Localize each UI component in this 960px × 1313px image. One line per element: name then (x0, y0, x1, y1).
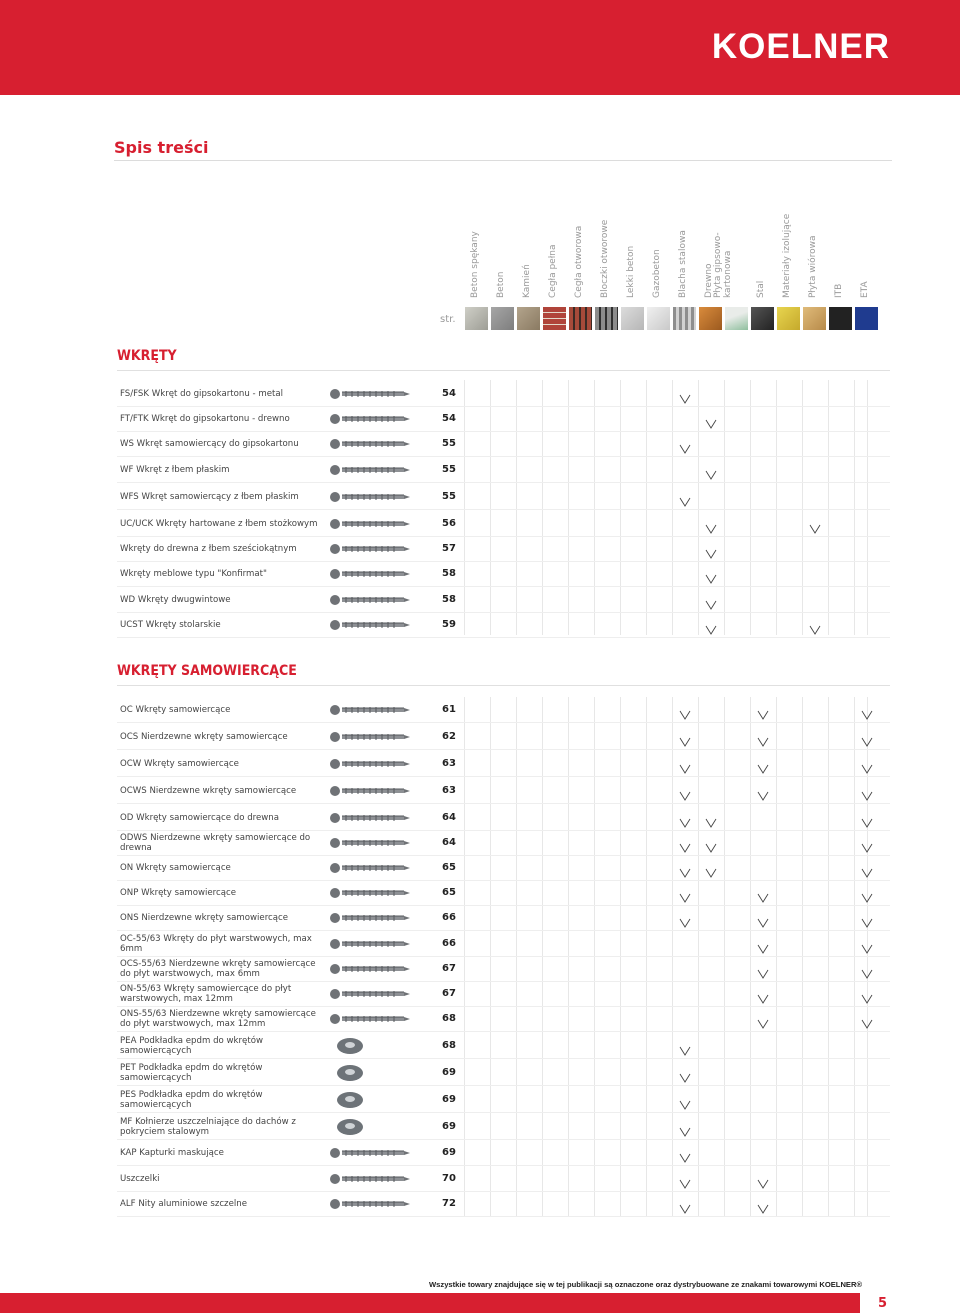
check-icon (757, 705, 769, 715)
check-icon (679, 863, 691, 873)
material-header-label: Gazobeton (652, 249, 662, 298)
check-icon (757, 989, 769, 999)
check-icon (861, 863, 873, 873)
check-icon (861, 939, 873, 949)
material-header (467, 188, 487, 298)
product-name: PET Podkładka epdm do wkrętów samowiercących (120, 1063, 263, 1083)
material-swatch (751, 307, 774, 330)
product-thumbnail-icon (330, 514, 440, 534)
material-header-label: ETA (860, 281, 870, 298)
table-row (120, 460, 888, 480)
row-divider (117, 981, 890, 982)
check-icon (679, 786, 691, 796)
row-divider (117, 1216, 890, 1217)
product-thumbnail-icon (330, 590, 440, 610)
check-icon (679, 389, 691, 399)
page-ref: 65 (442, 887, 456, 898)
table-row (120, 615, 888, 635)
table-row (120, 1169, 888, 1189)
material-header (675, 188, 695, 298)
row-divider (117, 482, 890, 483)
product-name: ONP Wkręty samowiercące (120, 888, 237, 898)
table-row (120, 883, 888, 903)
check-icon (861, 705, 873, 715)
check-icon (705, 544, 717, 554)
check-icon (705, 863, 717, 873)
product-name: OCWS Nierdzewne wkręty samowiercące (120, 786, 297, 796)
material-header (545, 188, 565, 298)
check-icon (861, 838, 873, 848)
material-header-label: Kamień (522, 264, 532, 298)
product-thumbnail-icon (330, 487, 440, 507)
material-header-label: Płyta wiórowa (808, 235, 818, 298)
table-row (120, 514, 888, 534)
material-header-label: Blacha stalowa (678, 230, 688, 298)
check-icon (861, 888, 873, 898)
material-swatch (725, 307, 748, 330)
check-icon (679, 1095, 691, 1105)
table-row (120, 808, 888, 828)
check-icon (705, 519, 717, 529)
table-row (120, 754, 888, 774)
check-icon (757, 888, 769, 898)
check-icon (679, 705, 691, 715)
check-icon (809, 519, 821, 529)
check-icon (861, 913, 873, 923)
check-icon (861, 732, 873, 742)
table-row (120, 539, 888, 559)
material-header-label: Stal (756, 280, 766, 298)
row-divider (117, 1165, 890, 1166)
product-name: OCS-55/63 Nierdzewne wkręty samowiercące do płyt warstwowych, max 6mm (120, 959, 316, 979)
page-ref: 72 (442, 1198, 456, 1209)
product-thumbnail-icon (330, 883, 440, 903)
check-icon (757, 964, 769, 974)
product-name: ON Wkręty samowiercące (120, 863, 231, 873)
product-thumbnail-icon (330, 727, 440, 747)
check-icon (705, 620, 717, 630)
row-divider (117, 1191, 890, 1192)
product-name: OCS Nierdzewne wkręty samowiercące (120, 732, 288, 742)
check-icon (809, 620, 821, 630)
material-header-label: Materiały izolujące (782, 213, 792, 298)
material-swatch (517, 307, 540, 330)
product-thumbnail-icon (330, 564, 440, 584)
row-divider (117, 803, 890, 804)
table-row (120, 434, 888, 454)
row-divider (117, 586, 890, 587)
product-thumbnail-icon (330, 1036, 440, 1056)
row-divider (117, 905, 890, 906)
material-header-label: Cegła otworowa (574, 225, 584, 298)
product-thumbnail-icon (330, 959, 440, 979)
check-icon (679, 913, 691, 923)
table-row (120, 590, 888, 610)
page-ref: 54 (442, 388, 456, 399)
check-icon (705, 414, 717, 424)
check-icon (679, 1068, 691, 1078)
row-divider (117, 536, 890, 537)
row-divider (117, 637, 890, 638)
page-ref: 67 (442, 963, 456, 974)
page-ref: 55 (442, 491, 456, 502)
product-thumbnail-icon (330, 908, 440, 928)
material-swatch (543, 307, 566, 330)
material-header (857, 188, 877, 298)
table-row (120, 1117, 888, 1137)
product-name: FT/FTK Wkręt do gipsokartonu - drewno (120, 414, 290, 424)
header-bar (0, 0, 960, 95)
check-icon (757, 1199, 769, 1209)
page-ref: 55 (442, 438, 456, 449)
product-thumbnail-icon (330, 700, 440, 720)
table-row (120, 1090, 888, 1110)
table-row (120, 727, 888, 747)
product-name: OC-55/63 Wkręty do płyt warstwowych, max 6mm (120, 934, 312, 954)
material-swatch (777, 307, 800, 330)
table-row (120, 1009, 888, 1029)
check-icon (679, 492, 691, 502)
product-name: ONS-55/63 Nierdzewne wkręty samowiercące do płyt warstwowych, max 12mm (120, 1009, 316, 1029)
table-row (120, 1036, 888, 1056)
row-divider (117, 612, 890, 613)
check-icon (861, 786, 873, 796)
page-ref: 62 (442, 731, 456, 742)
page-ref: 61 (442, 704, 456, 715)
check-icon (679, 813, 691, 823)
page-ref: 63 (442, 785, 456, 796)
page-ref: 56 (442, 518, 456, 529)
product-name: WD Wkręty dwugwintowe (120, 595, 231, 605)
check-icon (757, 759, 769, 769)
table-row (120, 1194, 888, 1214)
material-swatch (595, 307, 618, 330)
table-row (120, 409, 888, 429)
footer-bar (0, 1293, 860, 1313)
product-thumbnail-icon (330, 1009, 440, 1029)
row-divider (117, 509, 890, 510)
table-row (120, 781, 888, 801)
check-icon (757, 786, 769, 796)
material-header-label: Płyta gipsowo-kartonowa (713, 232, 733, 298)
material-swatch (699, 307, 722, 330)
table-row (120, 908, 888, 928)
material-swatch (491, 307, 514, 330)
page-ref: 63 (442, 758, 456, 769)
product-name: WF Wkręt z łbem płaskim (120, 465, 230, 475)
table-row (120, 984, 888, 1004)
check-icon (679, 439, 691, 449)
table-row (120, 1063, 888, 1083)
material-header (571, 188, 591, 298)
itb-icon (829, 307, 852, 330)
product-name: PEA Podkładka epdm do wkrętów samowiercących (120, 1036, 264, 1056)
page-ref: 65 (442, 862, 456, 873)
page-ref: 69 (442, 1067, 456, 1078)
product-thumbnail-icon (330, 460, 440, 480)
page-ref: 69 (442, 1094, 456, 1105)
check-icon (679, 732, 691, 742)
product-thumbnail-icon (330, 833, 440, 853)
row-divider (117, 1058, 890, 1059)
check-icon (679, 888, 691, 898)
material-header (805, 188, 825, 298)
page-ref: 58 (442, 594, 456, 605)
page-ref: 68 (442, 1040, 456, 1051)
product-name: ONS Nierdzewne wkręty samowiercące (120, 913, 289, 923)
product-thumbnail-icon (330, 434, 440, 454)
product-thumbnail-icon (330, 1194, 440, 1214)
product-thumbnail-icon (330, 934, 440, 954)
product-thumbnail-icon (330, 1143, 440, 1163)
product-name: ON-55/63 Wkręty samowiercące do płyt warstwowych, max 12mm (120, 984, 292, 1004)
table-row (120, 384, 888, 404)
material-header (649, 188, 669, 298)
product-thumbnail-icon (330, 409, 440, 429)
table-row (120, 564, 888, 584)
row-divider (117, 855, 890, 856)
table-row (120, 1143, 888, 1163)
koelner-logo: KOELNER (711, 27, 890, 66)
check-icon (757, 939, 769, 949)
check-icon (679, 759, 691, 769)
product-name: Uszczelki (120, 1174, 160, 1184)
product-name: WFS Wkręt samowiercący z łbem płaskim (120, 492, 299, 502)
material-header (831, 188, 851, 298)
page-ref: 66 (442, 912, 456, 923)
material-header (597, 188, 617, 298)
check-icon (705, 813, 717, 823)
page-column-label: str. (440, 314, 456, 325)
product-thumbnail-icon (330, 1117, 440, 1137)
row-divider (117, 1085, 890, 1086)
table-row (120, 700, 888, 720)
check-icon (861, 1014, 873, 1024)
material-swatch (803, 307, 826, 330)
material-header-label: Drewno (704, 263, 714, 298)
product-name: ALF Nity aluminiowe szczelne (120, 1199, 247, 1209)
product-name: Wkręty meblowe typu "Konfirmat" (120, 569, 267, 579)
row-divider (117, 749, 890, 750)
check-icon (757, 1174, 769, 1184)
material-header (713, 188, 747, 298)
page-ref: 58 (442, 568, 456, 579)
page-ref: 55 (442, 464, 456, 475)
material-header (493, 188, 513, 298)
check-icon (679, 1041, 691, 1051)
material-header (623, 188, 643, 298)
page-ref: 69 (442, 1147, 456, 1158)
row-divider (117, 776, 890, 777)
page-ref: 66 (442, 938, 456, 949)
product-thumbnail-icon (330, 1090, 440, 1110)
product-thumbnail-icon (330, 384, 440, 404)
product-name: OD Wkręty samowiercące do drewna (120, 813, 280, 823)
check-icon (861, 989, 873, 999)
row-divider (117, 561, 890, 562)
check-icon (861, 759, 873, 769)
check-icon (679, 1174, 691, 1184)
product-name: PES Podkładka epdm do wkrętów samowiercących (120, 1090, 263, 1110)
material-swatch (647, 307, 670, 330)
check-icon (861, 813, 873, 823)
product-thumbnail-icon (330, 1169, 440, 1189)
material-header-label: Cegła pełna (548, 244, 558, 298)
page-title: Spis treści (114, 138, 209, 157)
product-thumbnail-icon (330, 1063, 440, 1083)
product-name: WS Wkręt samowiercący do gipsokartonu (120, 439, 299, 449)
check-icon (705, 595, 717, 605)
table-row (120, 934, 888, 954)
material-header (753, 188, 773, 298)
product-name: MF Kołnierze uszczelniające do dachów z pokryciem stalowym (120, 1117, 296, 1137)
table-row (120, 959, 888, 979)
eta-icon (855, 307, 878, 330)
section-title: WKRĘTY SAMOWIERCĄCE (117, 663, 297, 679)
product-thumbnail-icon (330, 858, 440, 878)
row-divider (117, 1112, 890, 1113)
row-divider (117, 830, 890, 831)
row-divider (117, 930, 890, 931)
check-icon (705, 838, 717, 848)
check-icon (757, 732, 769, 742)
check-icon (705, 465, 717, 475)
product-name: OCW Wkręty samowiercące (120, 759, 239, 769)
material-header-label: ITB (834, 283, 844, 298)
material-header-label: Beton spękany (470, 231, 480, 298)
row-divider (117, 956, 890, 957)
row-divider (117, 1006, 890, 1007)
check-icon (861, 964, 873, 974)
check-icon (705, 569, 717, 579)
product-name: OC Wkręty samowiercące (120, 705, 231, 715)
page-ref: 67 (442, 988, 456, 999)
divider (114, 160, 892, 161)
table-row (120, 833, 888, 853)
table-row (120, 858, 888, 878)
check-icon (679, 1122, 691, 1132)
material-swatch (621, 307, 644, 330)
page-ref: 57 (442, 543, 456, 554)
trademark-note: Wszystkie towary znajdujące się w tej publikacji są oznaczone oraz dystrybuowane ze znakami towarowymi KOELNER® (429, 1280, 863, 1289)
check-icon (679, 1148, 691, 1158)
page-ref: 64 (442, 837, 456, 848)
material-header (519, 188, 539, 298)
product-name: FS/FSK Wkręt do gipsokartonu - metal (120, 389, 284, 399)
check-icon (757, 913, 769, 923)
material-header-label: Bloczki otworowe (600, 219, 610, 298)
product-thumbnail-icon (330, 984, 440, 1004)
product-thumbnail-icon (330, 615, 440, 635)
table-row (120, 487, 888, 507)
row-divider (117, 431, 890, 432)
material-header-label: Lekki beton (626, 245, 636, 298)
product-thumbnail-icon (330, 754, 440, 774)
page-ref: 69 (442, 1121, 456, 1132)
material-swatch (465, 307, 488, 330)
section-divider (117, 370, 890, 371)
product-name: KAP Kapturki maskujące (120, 1148, 224, 1158)
row-divider (117, 456, 890, 457)
product-name: ODWS Nierdzewne wkręty samowiercące do drewna (120, 833, 311, 853)
row-divider (117, 1031, 890, 1032)
product-thumbnail-icon (330, 781, 440, 801)
page-ref: 70 (442, 1173, 456, 1184)
row-divider (117, 722, 890, 723)
material-swatch (673, 307, 696, 330)
product-name: Wkręty do drewna z łbem sześciokątnym (120, 544, 297, 554)
check-icon (679, 1199, 691, 1209)
check-icon (757, 1014, 769, 1024)
page-ref: 68 (442, 1013, 456, 1024)
section-divider (117, 685, 890, 686)
row-divider (117, 406, 890, 407)
page-number: 5 (878, 1296, 888, 1311)
check-icon (679, 838, 691, 848)
product-name: UC/UCK Wkręty hartowane z łbem stożkowym (120, 519, 318, 529)
product-thumbnail-icon (330, 808, 440, 828)
product-thumbnail-icon (330, 539, 440, 559)
material-header (779, 188, 799, 298)
material-header-label: Beton (496, 271, 506, 298)
product-name: UCST Wkręty stolarskie (120, 620, 221, 630)
row-divider (117, 880, 890, 881)
section-title: WKRĘTY (117, 348, 177, 364)
page-ref: 59 (442, 619, 456, 630)
page-ref: 54 (442, 413, 456, 424)
page-ref: 64 (442, 812, 456, 823)
material-swatch (569, 307, 592, 330)
row-divider (117, 1139, 890, 1140)
